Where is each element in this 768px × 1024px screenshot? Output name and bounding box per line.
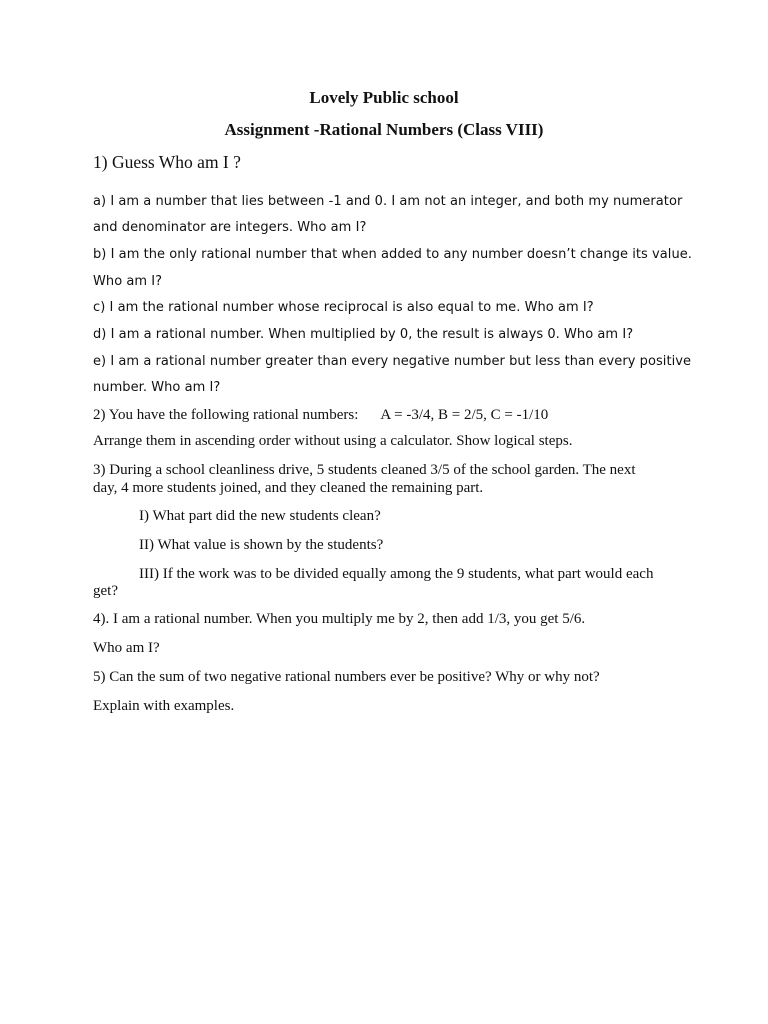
question-3-sub-1: I) What part did the new students clean?: [139, 508, 381, 524]
question-2-line-1: [93, 407, 548, 424]
question-1d-line-1: d) I am a rational number. When multiplied by 0, the result is always 0. Who am I?: [93, 327, 634, 342]
question-1e-line-2: number. Who am I?: [93, 380, 221, 395]
question-3-line-1: 3) During a school cleanliness drive, 5 students cleaned 3/5 of the school garden. The next: [93, 462, 636, 478]
question-1a-line-2: and denominator are integers. Who am I?: [93, 220, 367, 235]
question-3-sub-3-line-2: get?: [93, 583, 118, 599]
question-3-line-2: day, 4 more students joined, and they cleaned the remaining part.: [93, 480, 484, 496]
question-1b-line-1: b) I am the only rational number that when added to any number doesn’t change its value.: [93, 247, 692, 262]
question-4-line-2: Who am I?: [93, 640, 160, 656]
school-name: Lovely Public school: [309, 88, 459, 107]
question-1-heading: 1) Guess Who am I ?: [93, 152, 241, 172]
question-1e-line-1: e) I am a rational number greater than every negative number but less than every positive: [93, 354, 692, 369]
question-3-sub-3-line-1: III) If the work was to be divided equally among the 9 students, what part would each: [139, 566, 654, 582]
question-5-line-2: Explain with examples.: [93, 698, 235, 714]
question-2-prompt: 2) You have the following rational numbers:: [93, 407, 359, 423]
question-2-values: A = -3/4, B = 2/5, C = -1/10: [380, 407, 549, 423]
question-4-line-1: 4). I am a rational number. When you multiply me by 2, then add 1/3, you get 5/6.: [93, 611, 586, 627]
question-5-line-1: 5) Can the sum of two negative rational numbers ever be positive? Why or why not?: [93, 669, 600, 685]
question-1b-line-2: Who am I?: [93, 274, 163, 289]
assignment-title: Assignment -Rational Numbers (Class VIII): [224, 120, 544, 139]
question-3-sub-2: II) What value is shown by the students?: [139, 537, 384, 553]
question-2-line-2: Arrange them in ascending order without using a calculator. Show logical steps.: [93, 433, 573, 449]
question-1c-line-1: c) I am the rational number whose reciprocal is also equal to me. Who am I?: [93, 300, 594, 315]
question-1a-line-1: a) I am a number that lies between -1 and 0. I am not an integer, and both my numerator: [93, 194, 683, 209]
